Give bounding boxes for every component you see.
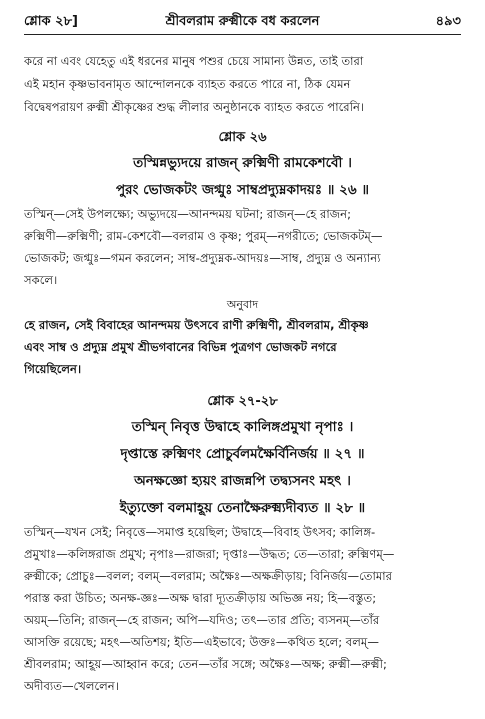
verse-27-28-synonyms-line: আসক্তি রয়েছে; মহৎ—অতিশয়; ইতি—এইভাবে; উক্তঃ—কথিত হলে; বলম্— xyxy=(24,635,379,649)
verse-27-28-synonyms-line: তস্মিন্—যখন সেই; নিবৃত্তে—সমাপ্ত হয়েছিল; উদ্বাহে—বিবাহ উৎসব; কালিঙ্গ- xyxy=(24,525,376,539)
intro-line: এই মহান কৃষ্ণভাবনামৃত আন্দোলনকে ব্যাহত করতে পারে না, ঠিক যেমন xyxy=(24,77,351,91)
header-verse-ref: শ্লোক ২৮] xyxy=(24,14,78,29)
verse-26-synonyms-line: রুক্মিণী—রুক্মিণী; রাম-কেশবৌ—বলরাম ও কৃষ্ণ; পুরম্—নগরীতে; ভোজকটম্— xyxy=(24,229,383,243)
translation-heading: অনুবাদ xyxy=(226,298,259,311)
verse-27-28-title: শ্লোক ২৭-২৮ xyxy=(207,394,278,409)
verse-27-28-line: তস্মিন্ নিবৃত্ত উদ্বাহে কালিঙ্গপ্রমুখা নৃপাঃ । xyxy=(131,419,354,435)
page-header xyxy=(24,12,461,34)
verse-26-line: পুরং ভোজকটং জগ্মুঃ সাম্বপ্রদ্যুম্নকাদয়ঃ ॥ ২৬ ॥ xyxy=(116,182,369,198)
verse-26-title: শ্লোক ২৬ xyxy=(218,130,267,145)
translation-line: এবং সাম্ব ও প্রদ্যুম্ন প্রমুখ শ্রীভগবানের বিভিন্ন পুত্রগণ ভোজকট নগরে xyxy=(24,340,337,354)
verse-26-line: তস্মিন্নভ্যুদয়ে রাজন্ রুক্মিণী রামকেশবৌ । xyxy=(133,155,352,171)
verse-26-synonyms-line: ভোজকট; জগ্মুঃ—গমন করলেন; সাম্ব-প্রদ্যুম্নক-আদয়ঃ—সাম্ব, প্রদ্যুম্ন ও অন্যান্য xyxy=(24,251,381,265)
verse-27-28-line: অনক্ষজ্ঞো হ্যয়ং রাজন্নপি তদ্ব্যসনং মহৎ । xyxy=(134,473,351,489)
verse-27-28-synonyms-line: প্রমুখাঃ—কলিঙ্গরাজ প্রমুখ; নৃপাঃ—রাজরা; দৃপ্তাঃ—উদ্ধত; তে—তারা; রুক্মিণম্— xyxy=(24,547,395,561)
verse-26-synonyms-line: সকলে। xyxy=(24,273,58,287)
verse-27-28-synonyms-line: অয়ম্—তিনি; রাজন্—হে রাজন; অপি—যদিও; তৎ—তার প্রতি; ব্যসনম্—তাঁর xyxy=(24,613,380,627)
header-chapter-title: শ্রীবলরাম রুক্মীকে বধ করলেন xyxy=(165,14,320,29)
header-rule xyxy=(24,34,461,35)
translation-line: হে রাজন, সেই বিবাহের আনন্দময় উৎসবে রাণী রুক্মিণী, শ্রীবলরাম, শ্রীকৃষ্ণ xyxy=(24,318,369,332)
verse-27-28-synonyms-line: পরাস্ত করা উচিত; অনক্ষ-জ্ঞঃ—অক্ষ দ্বারা দ্যূতক্রীড়ায় অভিজ্ঞ নয়; হি—বস্তুত; xyxy=(24,591,377,605)
intro-line: বিদ্বেষপরায়ণ রুক্মী শ্রীকৃষ্ণের শুদ্ধ লীলার অনুষ্ঠানকে ব্যাহত করতে পারেনি। xyxy=(24,100,365,114)
verse-27-28-line: ইত্যুক্তো বলমাহূয় তেনাক্ষৈরুক্ম্যদীব্যত ॥ ২৮ ॥ xyxy=(119,500,366,516)
verse-26-synonyms-line: তস্মিন্—সেই উপলক্ষ্যে; অভ্যুদয়ে—আনন্দময় ঘটনা; রাজন্—হে রাজন; xyxy=(24,207,351,221)
intro-line: করে না এবং যেহেতু এই ধরনের মানুষ পশুর চেয়ে সামান্য উন্নত, তাই তারা xyxy=(24,54,364,68)
translation-line: গিয়েছিলেন। xyxy=(24,362,82,376)
verse-27-28-synonyms-line: রুক্মীকে; প্রোচুঃ—বলল; বলম্—বলরাম; অক্ষৈঃ—অক্ষক্রীড়ায়; বিনির্জয়—তোমার xyxy=(24,569,393,583)
verse-27-28-synonyms-line: অদীব্যত—খেললেন। xyxy=(24,679,119,693)
verse-27-28-synonyms-line: শ্রীবলরাম; আহূয়—আহ্বান করে; তেন—তাঁর সঙ্গে; অক্ষৈঃ—অক্ষ; রুক্মী—রুক্মী; xyxy=(24,657,387,671)
verse-27-28-line: দৃপ্তাস্তে রুক্মিণং প্রোচুর্বলমক্ষৈর্বিনির্জয় ॥ ২৭ ॥ xyxy=(120,446,365,462)
header-page-number: ৪৯৩ xyxy=(435,14,461,29)
